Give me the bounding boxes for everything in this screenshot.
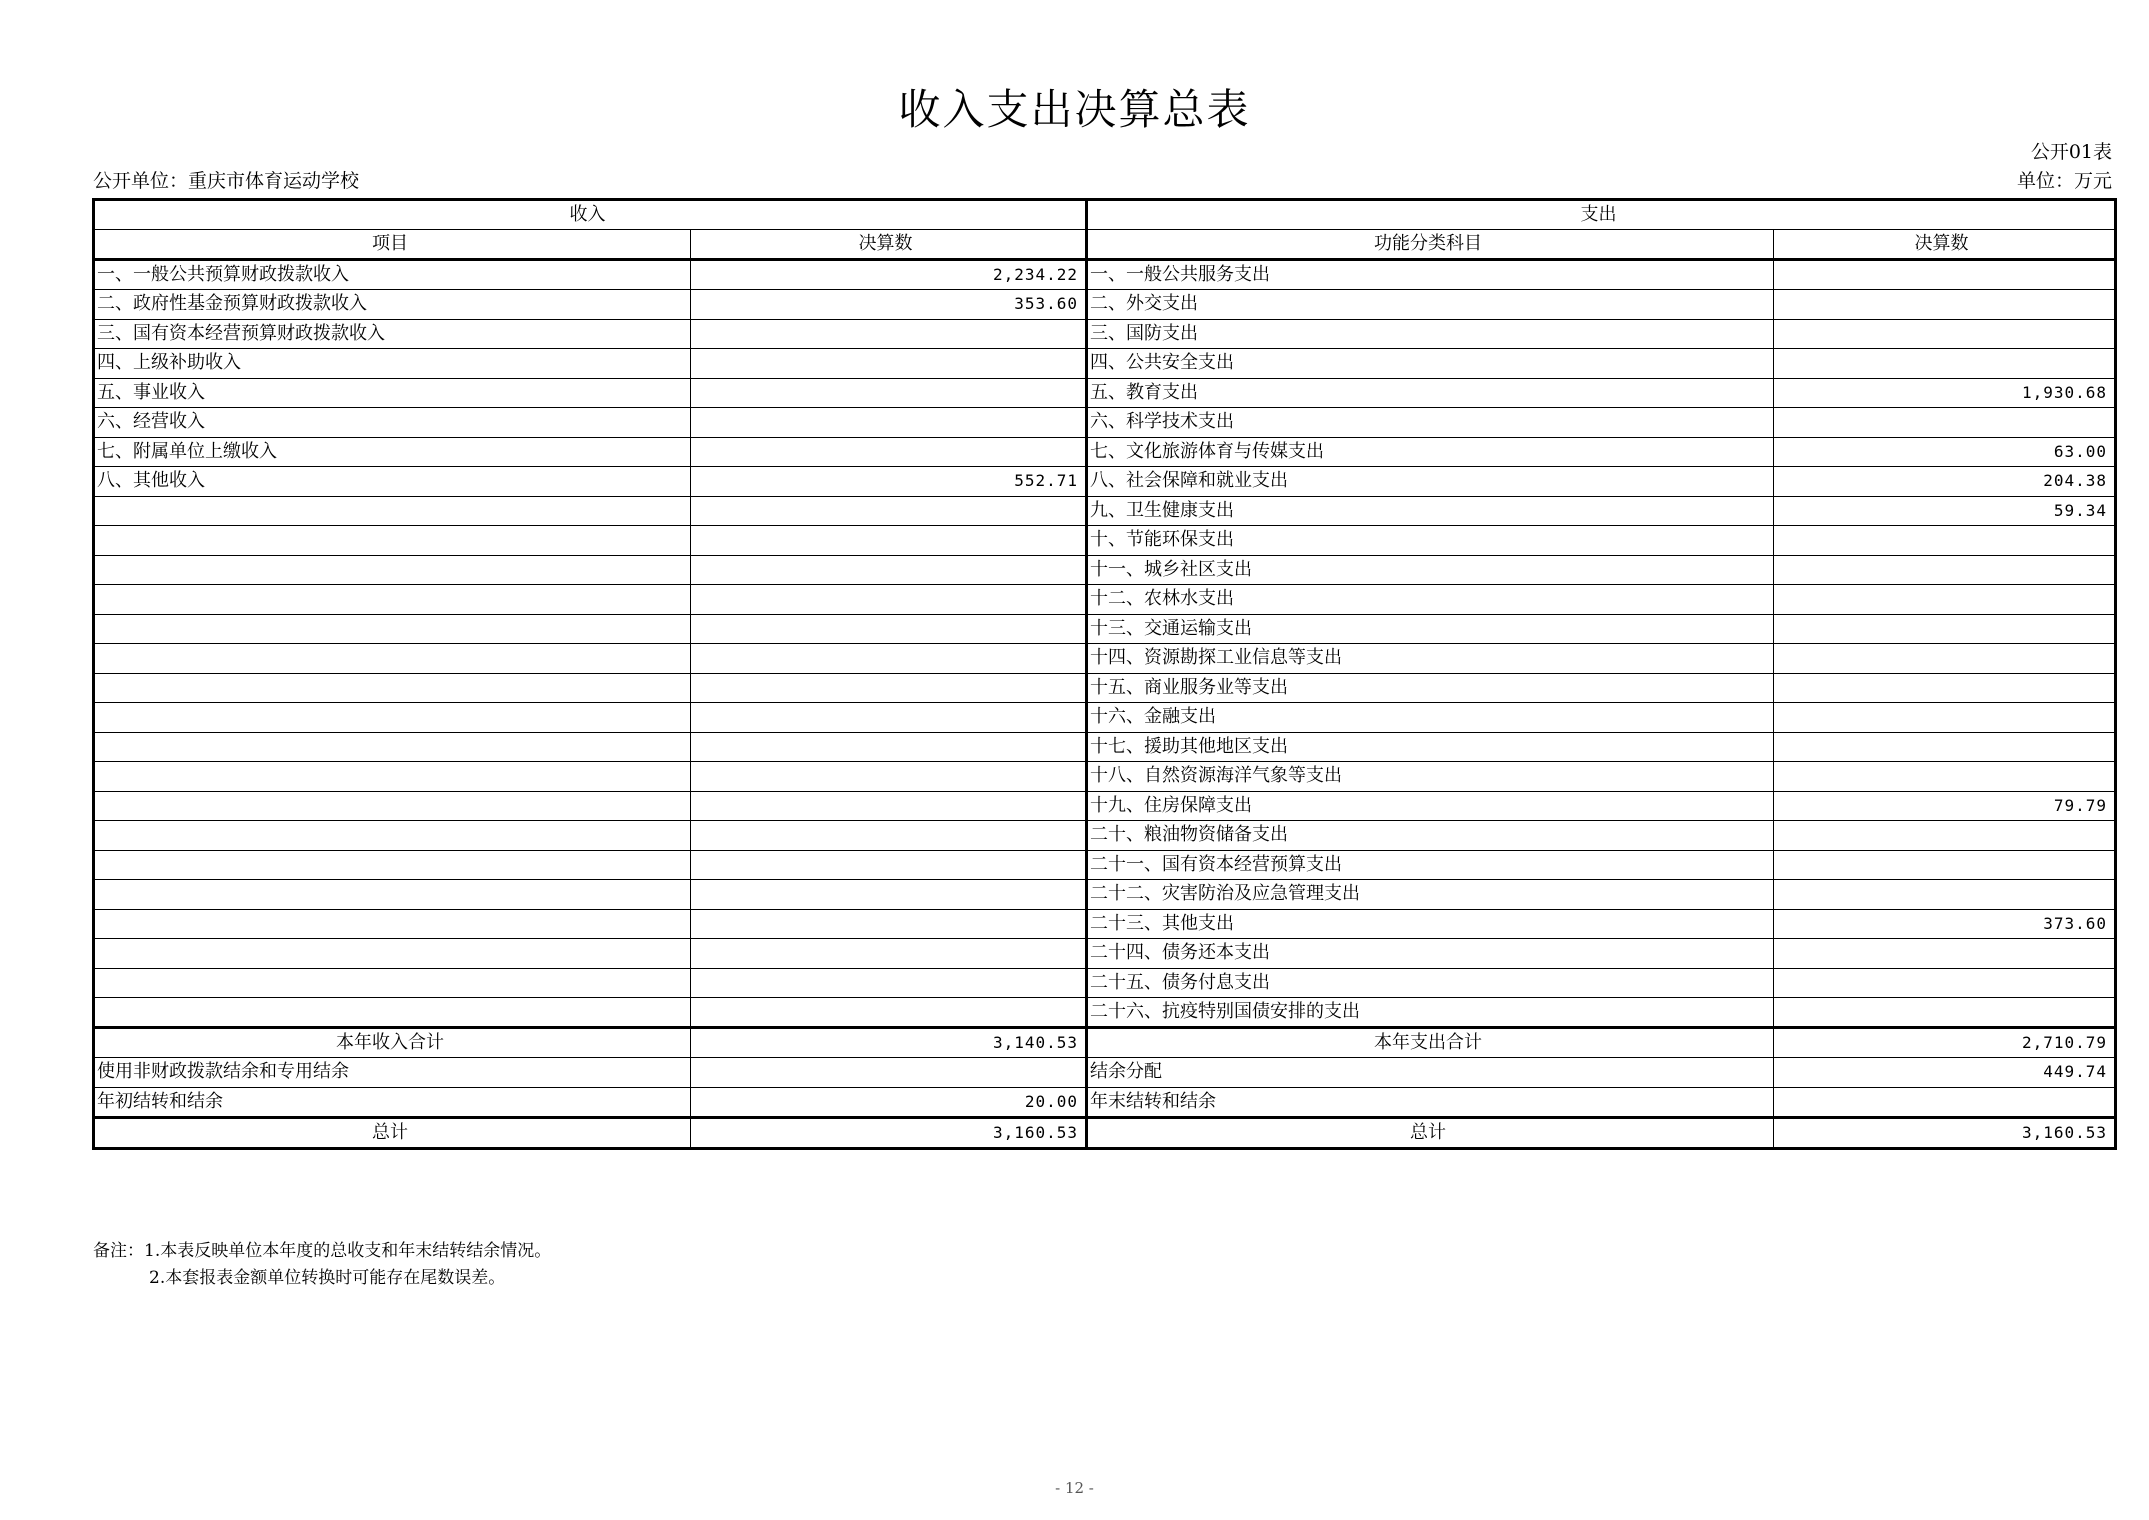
income-item-cell: 五、事业收入 <box>94 378 691 408</box>
table-row <box>94 909 2116 939</box>
expense-amount-cell: 373.60 <box>1774 909 2116 939</box>
table-row <box>94 939 2116 969</box>
year-total-row <box>94 1028 2116 1058</box>
expense-item-cell: 七、文化旅游体育与传媒支出 <box>1087 437 1774 467</box>
expense-grand-total-amount: 3,160.53 <box>1774 1117 2116 1148</box>
income-amount-cell <box>691 791 1087 821</box>
expense-item-cell: 十二、农林水支出 <box>1087 585 1774 615</box>
income-item-cell: 使用非财政拨款结余和专用结余 <box>94 1058 691 1088</box>
income-amount-cell <box>691 998 1087 1028</box>
income-amount-cell <box>691 555 1087 585</box>
table-row <box>94 260 2116 290</box>
expense-item-cell: 二十六、抗疫特别国债安排的支出 <box>1087 998 1774 1028</box>
expense-amount-cell <box>1774 349 2116 379</box>
expense-amount-cell <box>1774 614 2116 644</box>
table-row <box>94 319 2116 349</box>
expense-amount-cell <box>1774 968 2116 998</box>
expense-amount-cell <box>1774 1087 2116 1117</box>
income-total-amount: 3,140.53 <box>691 1028 1087 1058</box>
unit-label: 单位：万元 <box>2016 170 2112 192</box>
income-amount-cell: 20.00 <box>691 1087 1087 1117</box>
form-code: 公开01表 <box>2030 141 2112 163</box>
income-item-cell <box>94 909 691 939</box>
expense-item-cell: 四、公共安全支出 <box>1087 349 1774 379</box>
expense-amount-column-header: 决算数 <box>1774 230 2116 260</box>
income-amount-column-header: 决算数 <box>691 230 1087 260</box>
expense-amount-cell <box>1774 703 2116 733</box>
table-row <box>94 791 2116 821</box>
table-row <box>94 349 2116 379</box>
income-amount-cell: 552.71 <box>691 467 1087 497</box>
expense-amount-cell: 59.34 <box>1774 496 2116 526</box>
income-amount-cell <box>691 909 1087 939</box>
table-row <box>94 850 2116 880</box>
income-item-cell <box>94 496 691 526</box>
income-amount-cell <box>691 703 1087 733</box>
income-amount-cell <box>691 408 1087 438</box>
table-row <box>94 644 2116 674</box>
table-row <box>94 998 2116 1028</box>
income-amount-cell: 353.60 <box>691 290 1087 320</box>
income-amount-cell <box>691 939 1087 969</box>
expense-item-cell: 结余分配 <box>1087 1058 1774 1088</box>
expense-amount-cell <box>1774 850 2116 880</box>
expense-total-label: 本年支出合计 <box>1087 1028 1774 1058</box>
expense-item-cell: 二十五、债务付息支出 <box>1087 968 1774 998</box>
income-item-cell <box>94 644 691 674</box>
income-item-cell <box>94 526 691 556</box>
expense-amount-cell <box>1774 762 2116 792</box>
expense-item-cell: 十六、金融支出 <box>1087 703 1774 733</box>
expense-amount-cell <box>1774 821 2116 851</box>
income-item-cell: 一、一般公共预算财政拨款收入 <box>94 260 691 290</box>
expense-amount-cell <box>1774 260 2116 290</box>
income-amount-cell <box>691 644 1087 674</box>
income-item-cell <box>94 703 691 733</box>
table-row <box>94 290 2116 320</box>
section-header-row <box>94 200 2116 230</box>
income-expense-table <box>92 198 2117 1150</box>
expense-amount-cell <box>1774 644 2116 674</box>
table-row <box>94 880 2116 910</box>
expense-amount-cell <box>1774 673 2116 703</box>
expense-amount-cell <box>1774 408 2116 438</box>
expense-item-cell: 一、一般公共服务支出 <box>1087 260 1774 290</box>
income-amount-cell <box>691 821 1087 851</box>
expense-item-cell: 二、外交支出 <box>1087 290 1774 320</box>
income-item-cell <box>94 673 691 703</box>
expense-amount-cell <box>1774 998 2116 1028</box>
income-amount-cell <box>691 437 1087 467</box>
org-label: 公开单位：重庆市体育运动学校 <box>93 170 360 192</box>
income-amount-cell <box>691 1058 1087 1088</box>
expense-item-cell: 十、节能环保支出 <box>1087 526 1774 556</box>
income-item-cell <box>94 821 691 851</box>
income-amount-cell <box>691 880 1087 910</box>
expense-item-cell: 年末结转和结余 <box>1087 1087 1774 1117</box>
expense-item-cell: 十一、城乡社区支出 <box>1087 555 1774 585</box>
table-row <box>94 968 2116 998</box>
column-header-row <box>94 230 2116 260</box>
income-amount-cell <box>691 614 1087 644</box>
expense-amount-cell <box>1774 319 2116 349</box>
expense-amount-cell <box>1774 939 2116 969</box>
expense-amount-cell: 449.74 <box>1774 1058 2116 1088</box>
expense-item-cell: 十七、援助其他地区支出 <box>1087 732 1774 762</box>
expense-amount-cell <box>1774 732 2116 762</box>
income-total-label: 本年收入合计 <box>94 1028 691 1058</box>
table-row <box>94 703 2116 733</box>
income-item-cell: 六、经营收入 <box>94 408 691 438</box>
table-row <box>94 614 2116 644</box>
income-amount-cell <box>691 850 1087 880</box>
expense-item-cell: 六、科学技术支出 <box>1087 408 1774 438</box>
expense-item-cell: 八、社会保障和就业支出 <box>1087 467 1774 497</box>
table-row <box>94 585 2116 615</box>
expense-item-cell: 十三、交通运输支出 <box>1087 614 1774 644</box>
expense-item-cell: 二十四、债务还本支出 <box>1087 939 1774 969</box>
income-item-cell: 八、其他收入 <box>94 467 691 497</box>
income-item-cell <box>94 614 691 644</box>
income-item-cell: 三、国有资本经营预算财政拨款收入 <box>94 319 691 349</box>
balance-row <box>94 1087 2116 1117</box>
income-item-cell <box>94 585 691 615</box>
table-row <box>94 555 2116 585</box>
balance-row <box>94 1058 2116 1088</box>
notes-block <box>93 1238 551 1292</box>
expense-item-cell: 十九、住房保障支出 <box>1087 791 1774 821</box>
grand-total-row <box>94 1117 2116 1148</box>
page-number: - 12 - <box>1055 1479 1094 1497</box>
expense-item-cell: 十五、商业服务业等支出 <box>1087 673 1774 703</box>
table-row <box>94 378 2116 408</box>
note-line-1: 备注：1.本表反映单位本年度的总收支和年末结转结余情况。 <box>93 1241 552 1261</box>
income-grand-total-label: 总计 <box>94 1117 691 1148</box>
income-amount-cell <box>691 732 1087 762</box>
table-row <box>94 467 2116 497</box>
income-amount-cell <box>691 526 1087 556</box>
expense-amount-cell: 63.00 <box>1774 437 2116 467</box>
note-line-2: 2.本套报表金额单位转换时可能存在尾数误差。 <box>149 1268 506 1288</box>
table-row <box>94 437 2116 467</box>
expense-amount-cell: 79.79 <box>1774 791 2116 821</box>
table-row <box>94 526 2116 556</box>
income-amount-cell <box>691 349 1087 379</box>
table-row <box>94 821 2116 851</box>
expense-item-cell: 二十一、国有资本经营预算支出 <box>1087 850 1774 880</box>
expense-section-header: 支出 <box>1087 200 2116 230</box>
expense-amount-cell: 204.38 <box>1774 467 2116 497</box>
income-item-cell <box>94 732 691 762</box>
table-row <box>94 496 2116 526</box>
income-amount-cell <box>691 968 1087 998</box>
income-item-cell <box>94 880 691 910</box>
table-row <box>94 408 2116 438</box>
income-item-cell: 年初结转和结余 <box>94 1087 691 1117</box>
table-row <box>94 673 2116 703</box>
expense-item-cell: 十八、自然资源海洋气象等支出 <box>1087 762 1774 792</box>
income-item-cell <box>94 850 691 880</box>
income-item-cell <box>94 791 691 821</box>
expense-amount-cell <box>1774 526 2116 556</box>
income-item-cell <box>94 998 691 1028</box>
document-title: 收入支出决算总表 <box>898 85 1251 134</box>
income-item-cell <box>94 968 691 998</box>
expense-item-cell: 二十三、其他支出 <box>1087 909 1774 939</box>
expense-amount-cell <box>1774 290 2116 320</box>
income-amount-cell: 2,234.22 <box>691 260 1087 290</box>
expense-item-cell: 三、国防支出 <box>1087 319 1774 349</box>
expense-item-cell: 二十、粮油物资储备支出 <box>1087 821 1774 851</box>
expense-total-amount: 2,710.79 <box>1774 1028 2116 1058</box>
table-row <box>94 762 2116 792</box>
table-row <box>94 732 2116 762</box>
expense-item-cell: 十四、资源勘探工业信息等支出 <box>1087 644 1774 674</box>
expense-item-column-header: 功能分类科目 <box>1087 230 1774 260</box>
income-item-cell <box>94 555 691 585</box>
income-section-header: 收入 <box>94 200 1087 230</box>
income-amount-cell <box>691 496 1087 526</box>
expense-item-cell: 九、卫生健康支出 <box>1087 496 1774 526</box>
income-item-cell: 七、附属单位上缴收入 <box>94 437 691 467</box>
income-amount-cell <box>691 673 1087 703</box>
expense-grand-total-label: 总计 <box>1087 1117 1774 1148</box>
income-item-cell: 二、政府性基金预算财政拨款收入 <box>94 290 691 320</box>
income-item-column-header: 项目 <box>94 230 691 260</box>
income-item-cell <box>94 939 691 969</box>
expense-amount-cell <box>1774 585 2116 615</box>
income-item-cell <box>94 762 691 792</box>
income-amount-cell <box>691 585 1087 615</box>
expense-amount-cell <box>1774 880 2116 910</box>
income-amount-cell <box>691 378 1087 408</box>
income-amount-cell <box>691 319 1087 349</box>
income-item-cell: 四、上级补助收入 <box>94 349 691 379</box>
expense-item-cell: 二十二、灾害防治及应急管理支出 <box>1087 880 1774 910</box>
expense-amount-cell <box>1774 555 2116 585</box>
expense-item-cell: 五、教育支出 <box>1087 378 1774 408</box>
income-amount-cell <box>691 762 1087 792</box>
expense-amount-cell: 1,930.68 <box>1774 378 2116 408</box>
income-grand-total-amount: 3,160.53 <box>691 1117 1087 1148</box>
